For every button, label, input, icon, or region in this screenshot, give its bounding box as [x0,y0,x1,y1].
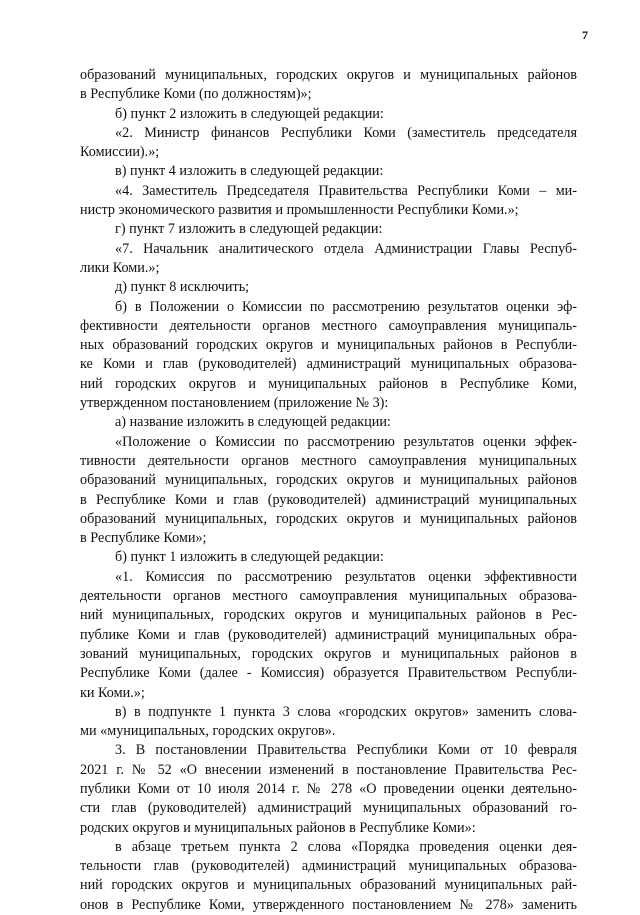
text-line: лики Коми.»; [80,259,160,276]
text-line: тельности глав (руководителей) администраций муниципальных образова- [80,858,577,875]
text-line: публики Коми от 10 июля 2014 г. № 278 «О проведении оценки деятельно- [80,780,577,797]
text-line: сти глав (руководителей) администраций муниципальных образований го- [80,800,577,817]
text-line: онов в Республике Коми, утвержденного постановлением № 278» заменить [80,896,577,913]
text-line: нистр экономического развития и промышленности Республики Коми.»; [80,202,519,219]
text-line: «4. Заместитель Председателя Правительства Республики Коми – ми- [115,182,577,199]
text-line: б) в Положении о Комиссии по рассмотрению результатов оценки эф- [115,298,577,315]
text-line: 2021 г. № 52 «О внесении изменений в постановление Правительства Рес- [80,761,577,778]
text-line: «Положение о Комиссии по рассмотрению результатов оценки эффек- [115,433,577,450]
text-line: утвержденном постановлением (приложение № 3): [80,395,389,412]
text-line: Комиссии).»; [80,144,160,161]
text-line: в Республике Коми (по должностям)»; [80,86,312,103]
paragraph [80,162,577,181]
text-line: фективности деятельности органов местного самоуправления муниципаль- [80,317,577,334]
text-line: в) в подпункте 1 пункта 3 слова «городских округов» заменить слова- [115,703,577,720]
text-line: зований муниципальных, городских округов и муниципальных районов в [80,645,577,662]
paragraph [80,433,577,549]
text-line: публике Коми и глав (руководителей) администраций муниципальных обра- [80,626,577,643]
text-line: в Республике Коми и глав (руководителей) администраций муниципальных [80,491,577,508]
paragraph [80,548,577,567]
text-line: «2. Министр финансов Республики Коми (заместитель председателя [115,124,577,141]
text-line: г) пункт 7 изложить в следующей редакции: [115,221,383,238]
text-line: в Республике Коми»; [80,530,207,547]
text-line: ний городских округов и муниципальных образований муниципальных рай- [80,877,577,894]
paragraph [80,568,577,703]
text-line: б) пункт 1 изложить в следующей редакции: [115,549,384,566]
paragraph [80,220,577,239]
paragraph [80,182,577,221]
text-line: ний муниципальных, городских округов и муниципальных районов в Рес- [80,607,577,624]
text-line: ний городских округов и муниципальных районов в Республике Коми, [80,375,577,392]
paragraph [80,413,577,432]
page-number: 7 [582,28,588,42]
document-body [80,66,577,915]
paragraph [80,124,577,163]
paragraph [80,741,577,837]
paragraph [80,105,577,124]
text-line: 3. В постановлении Правительства Республики Коми от 10 февраля [115,742,577,759]
text-line: образований муниципальных, городских округов и муниципальных районов [80,472,577,489]
text-line: деятельности органов местного самоуправления муниципальных образова- [80,588,577,605]
text-line: образований муниципальных, городских округов и муниципальных районов [80,67,577,83]
text-line: ных образований городских округов и муниципальных районов в Республи- [80,337,577,354]
text-line: ки Коми.»; [80,684,145,701]
text-line: образований муниципальных, городских округов и муниципальных районов [80,510,577,527]
text-line: «7. Начальник аналитического отдела Администрации Главы Респуб- [115,240,577,257]
text-line: Республике Коми (далее - Комиссия) образуется Правительством Республи- [80,665,577,682]
text-line: ке Коми и глав (руководителей) администраций муниципальных образова- [80,356,577,373]
text-line: ми «муниципальных, городских округов». [80,723,336,740]
text-line: тивности деятельности органов местного самоуправления муниципальных [80,452,577,469]
text-line: а) название изложить в следующей редакции: [115,414,391,431]
text-line: д) пункт 8 исключить; [115,279,250,296]
paragraph [80,240,577,279]
paragraph [80,278,577,297]
paragraph [80,298,577,414]
text-line: б) пункт 2 изложить в следующей редакции: [115,105,384,122]
text-line: «1. Комиссия по рассмотрению результатов оценки эффективности [115,568,577,585]
paragraph [80,703,577,742]
text-line: в) пункт 4 изложить в следующей редакции: [115,163,384,180]
text-line: родских округов и муниципальных районов в Республике Коми»: [80,819,476,836]
paragraph [80,66,577,105]
text-line: в абзаце третьем пункта 2 слова «Порядка проведения оценки дея- [115,838,577,855]
paragraph [80,838,577,915]
